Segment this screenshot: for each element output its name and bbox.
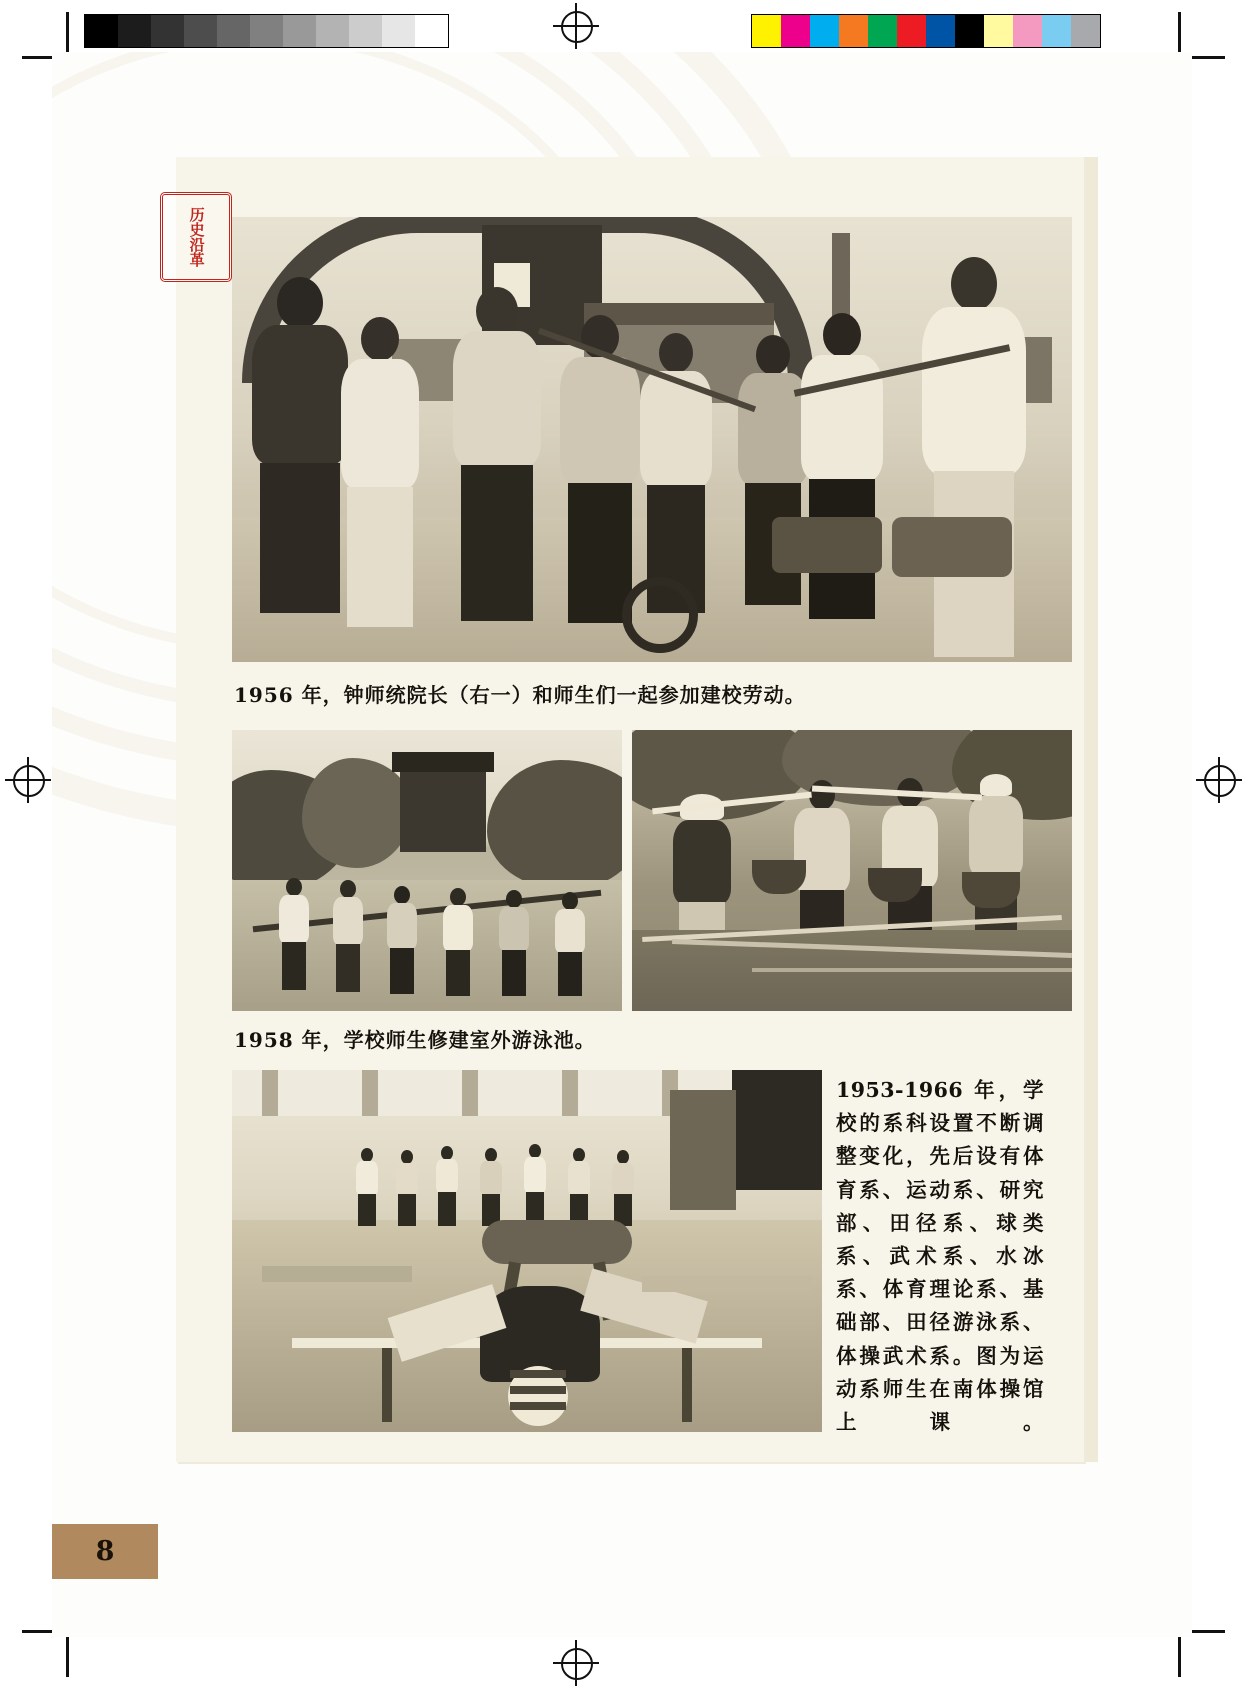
color-swatch-10 xyxy=(1042,15,1071,47)
grayscale-swatch-9 xyxy=(382,15,415,47)
caption-photo-1: 1956 年，钟师统院长（右一）和师生们一起参加建校劳动。 xyxy=(234,683,806,707)
color-swatch-5 xyxy=(897,15,926,47)
chapter-seal xyxy=(160,192,232,282)
registration-target-bottom xyxy=(553,1640,599,1686)
grayscale-swatch-6 xyxy=(283,15,316,47)
grayscale-swatch-7 xyxy=(316,15,349,47)
caption-photo-2: 1958 年，学校师生修建室外游泳池。 xyxy=(234,1028,596,1052)
grayscale-swatch-5 xyxy=(250,15,283,47)
color-swatch-9 xyxy=(1013,15,1042,47)
color-swatch-3 xyxy=(839,15,868,47)
color-swatch-2 xyxy=(810,15,839,47)
color-swatch-1 xyxy=(781,15,810,47)
registration-target-right xyxy=(1196,757,1242,803)
color-swatch-7 xyxy=(955,15,984,47)
color-calibration-bar xyxy=(751,14,1101,48)
color-swatch-8 xyxy=(984,15,1013,47)
grayscale-swatch-10 xyxy=(415,15,448,47)
photo-gymnastics-class xyxy=(232,1070,822,1432)
color-swatch-11 xyxy=(1071,15,1100,47)
color-swatch-4 xyxy=(868,15,897,47)
grayscale-swatch-3 xyxy=(184,15,217,47)
registration-target-top xyxy=(553,3,599,49)
grayscale-swatch-2 xyxy=(151,15,184,47)
page-number: 8 xyxy=(95,1536,115,1567)
grayscale-swatch-4 xyxy=(217,15,250,47)
photo-1958-swimming-pool-left xyxy=(232,730,622,1011)
page-canvas xyxy=(52,52,1192,1637)
page-number-tab xyxy=(52,1524,158,1579)
grayscale-calibration-bar xyxy=(84,14,449,48)
grayscale-swatch-8 xyxy=(349,15,382,47)
grayscale-swatch-1 xyxy=(118,15,151,47)
photo-1958-swimming-pool-right xyxy=(632,730,1072,1011)
color-swatch-0 xyxy=(752,15,781,47)
body-text-departments: 1953-1966 年，学校的系科设置不断调整变化，先后设有体育系、运动系、研究部、田径系、球类系、武术系、水冰系、体育理论系、基础部、田径游泳系、体操武术系。图为运动系师生在南体操馆上课。 xyxy=(836,1078,1044,1435)
color-swatch-6 xyxy=(926,15,955,47)
paper-edge-shadow xyxy=(1084,157,1098,1462)
grayscale-swatch-0 xyxy=(85,15,118,47)
seal-text: 历史沿革 xyxy=(187,207,206,267)
registration-target-left xyxy=(5,757,51,803)
photo-1956-construction-labor xyxy=(232,217,1072,662)
